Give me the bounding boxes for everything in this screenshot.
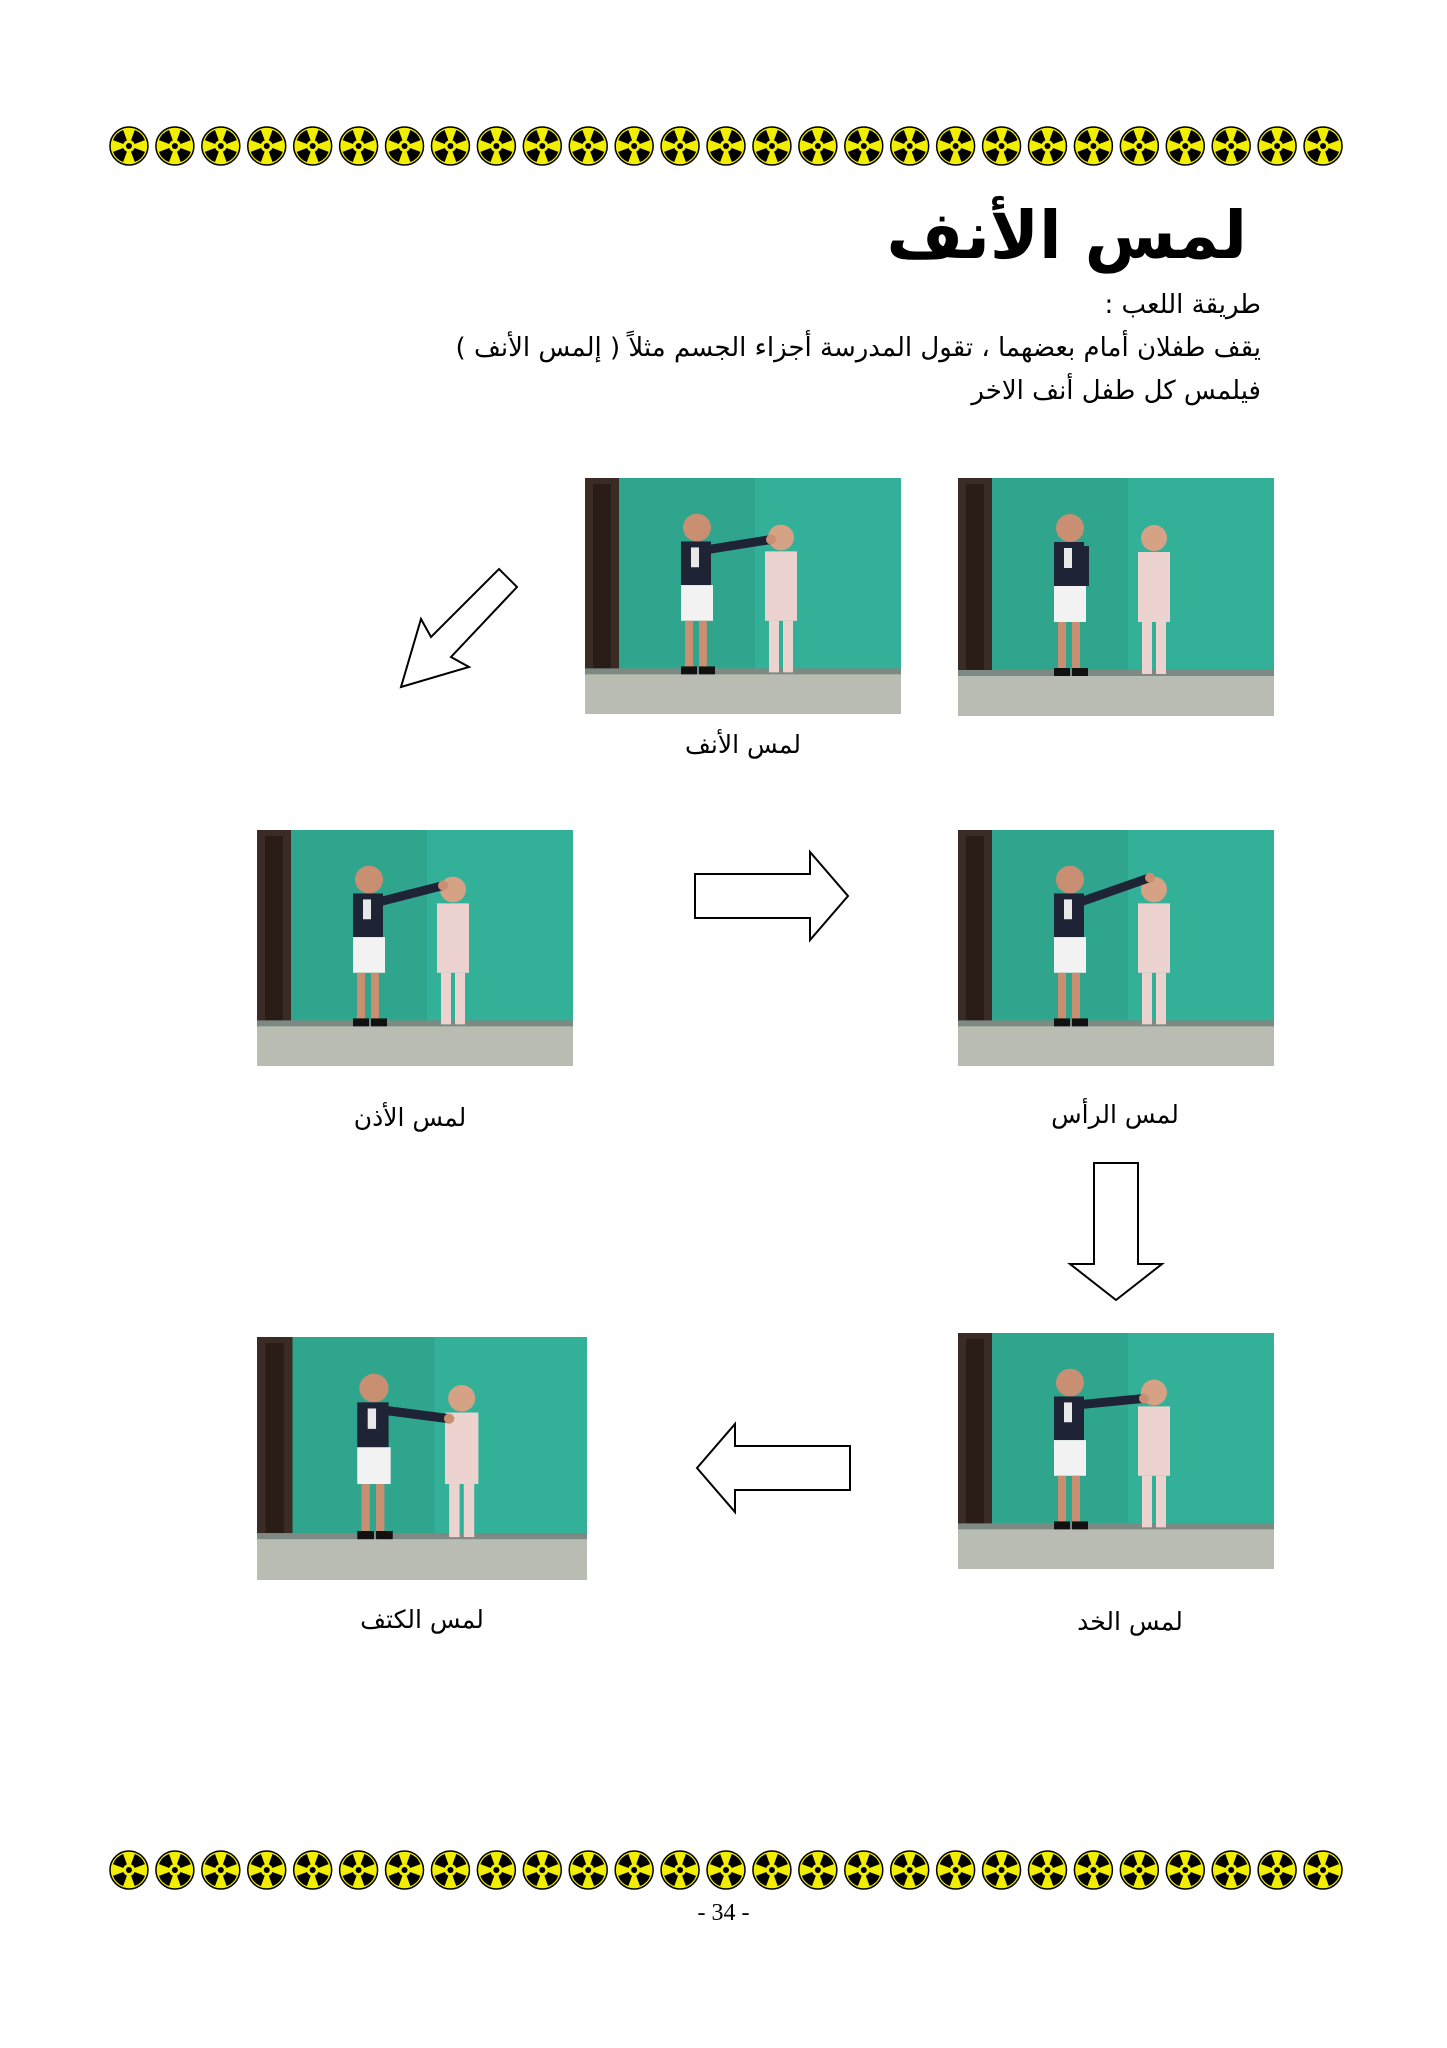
- boy-shoe: [376, 1531, 393, 1539]
- ornament-circle-icon: [983, 1851, 1021, 1889]
- boy-shorts: [1054, 1440, 1086, 1476]
- boy-leg: [685, 621, 693, 669]
- boy-leg: [357, 973, 365, 1021]
- girl-leg: [1142, 973, 1152, 1025]
- boy-leg: [1072, 1476, 1080, 1524]
- ornament-circle-icon: [707, 1851, 745, 1889]
- baseboard: [585, 668, 901, 674]
- boy-leg: [371, 973, 379, 1021]
- ornament-circle-icon: [707, 127, 745, 165]
- ornament-circle-icon: [1028, 127, 1066, 165]
- boy-leg: [376, 1484, 384, 1533]
- ornament-circle-icon: [937, 1851, 975, 1889]
- photo-touch-nose: [585, 478, 901, 714]
- ornament-circle-icon: [156, 127, 194, 165]
- boy-hand: [444, 1414, 454, 1424]
- caption-touch-cheek: لمس الخد: [1077, 1607, 1183, 1636]
- baseboard: [257, 1533, 587, 1539]
- boy-shoe: [699, 666, 715, 674]
- ornament-circle-icon: [799, 127, 837, 165]
- ornament-circle-icon: [477, 127, 515, 165]
- boy-shirt-collar: [1064, 899, 1072, 919]
- instruction-line-1: يقف طفلان أمام بعضهما ، تقول المدرسة أجزاء الجسم مثلاً ( إلمس الأنف ): [455, 333, 1261, 363]
- ornament-circle-icon: [845, 1851, 883, 1889]
- boy-shoe: [371, 1018, 387, 1026]
- boy-shirt-collar: [368, 1408, 376, 1428]
- baseboard: [257, 1020, 573, 1026]
- photo-touch-cheek: [958, 1333, 1274, 1569]
- boy-hand: [1139, 1393, 1149, 1403]
- ornament-circle-icon: [799, 1851, 837, 1889]
- boy-leg: [699, 621, 707, 669]
- girl-leg: [1156, 973, 1166, 1025]
- ornament-circle-icon: [386, 127, 424, 165]
- girl-dress: [437, 903, 469, 972]
- boy-shorts: [353, 937, 385, 973]
- boy-head: [1056, 514, 1084, 542]
- ornament-circle-icon: [110, 1851, 148, 1889]
- boy-shoe: [1072, 668, 1088, 676]
- boy-shoe: [353, 1018, 369, 1026]
- boy-hand: [1145, 873, 1155, 883]
- ornament-circle-icon: [845, 127, 883, 165]
- caption-touch-nose: لمس الأنف: [685, 730, 801, 759]
- boy-head: [683, 514, 711, 542]
- caption-touch-ear: لمس الأذن: [353, 1103, 467, 1132]
- top-ornament-border: [106, 124, 1346, 168]
- girl-leg: [441, 973, 451, 1025]
- ornament-circle-icon: [983, 127, 1021, 165]
- ornament-circle-icon: [156, 1851, 194, 1889]
- boy-shoe: [681, 666, 697, 674]
- boy-hand: [438, 881, 448, 891]
- ornament-circle-icon: [569, 127, 607, 165]
- ornament-circle-icon: [202, 127, 240, 165]
- girl-leg: [1156, 622, 1166, 674]
- ornament-circle-icon: [891, 1851, 929, 1889]
- ornament-circle-icon: [248, 127, 286, 165]
- ornament-circle-icon: [523, 1851, 561, 1889]
- boy-arm: [1082, 546, 1089, 586]
- ornament-circle-icon: [753, 127, 791, 165]
- boy-shoe: [1054, 668, 1070, 676]
- boy-leg: [1072, 973, 1080, 1021]
- ornament-circle-icon: [569, 1851, 607, 1889]
- boy-hand: [766, 535, 776, 545]
- boy-shirt-collar: [1064, 1402, 1072, 1422]
- girl-leg: [769, 621, 779, 673]
- caption-touch-head: لمس الرأس: [1051, 1100, 1179, 1129]
- ornament-circle-icon: [1074, 127, 1112, 165]
- boy-leg: [1058, 973, 1066, 1021]
- ornament-circle-icon: [1304, 1851, 1342, 1889]
- boy-arm: [1082, 1398, 1144, 1404]
- ornament-circle-icon: [891, 127, 929, 165]
- ornament-circle-icon: [477, 1851, 515, 1889]
- caption-touch-shoulder: لمس الكتف: [360, 1605, 484, 1634]
- boy-shoe: [357, 1531, 374, 1539]
- boy-shoe: [1054, 1521, 1070, 1529]
- boy-shirt-collar: [1064, 548, 1072, 568]
- photo-touch-ear: [257, 830, 573, 1066]
- boy-shirt-collar: [691, 547, 699, 567]
- ornament-circle-icon: [110, 127, 148, 165]
- door-panel: [966, 1339, 984, 1527]
- ornament-circle-icon: [615, 1851, 653, 1889]
- boy-head: [1056, 1369, 1084, 1397]
- floor: [585, 672, 901, 714]
- girl-leg: [1142, 1476, 1152, 1528]
- ornament-circle-icon: [1304, 127, 1342, 165]
- floor: [958, 1527, 1274, 1569]
- girl-dress: [1138, 1406, 1170, 1475]
- door-panel: [966, 484, 984, 674]
- girl-leg: [1156, 1476, 1166, 1528]
- ornament-circle-icon: [294, 127, 332, 165]
- baseboard: [958, 1523, 1274, 1529]
- ornament-circle-icon: [1120, 127, 1158, 165]
- bottom-ornament-border: [106, 1848, 1346, 1892]
- method-heading: طريقة اللعب :: [1104, 290, 1261, 320]
- boy-shoe: [1054, 1018, 1070, 1026]
- ornament-circle-icon: [294, 1851, 332, 1889]
- girl-leg: [464, 1484, 474, 1537]
- girl-leg: [783, 621, 793, 673]
- ornament-circle-icon: [340, 127, 378, 165]
- ornament-circle-icon: [248, 1851, 286, 1889]
- boy-leg: [1058, 1476, 1066, 1524]
- ornament-circle-icon: [937, 127, 975, 165]
- door-panel: [265, 1343, 284, 1537]
- ornament-circle-icon: [1258, 1851, 1296, 1889]
- door-panel: [966, 836, 984, 1024]
- ornament-circle-icon: [1212, 127, 1250, 165]
- girl-dress: [1138, 903, 1170, 972]
- boy-shorts: [1054, 937, 1086, 973]
- boy-shorts: [1054, 586, 1086, 622]
- door-panel: [265, 836, 283, 1024]
- girl-leg: [1142, 622, 1152, 674]
- boy-head: [359, 1374, 388, 1403]
- boy-shirt-collar: [363, 899, 371, 919]
- ornament-circle-icon: [431, 1851, 469, 1889]
- ornament-circle-icon: [202, 1851, 240, 1889]
- photo-touch-shoulder: [257, 1337, 587, 1580]
- girl-leg: [455, 973, 465, 1025]
- ornament-circle-icon: [615, 127, 653, 165]
- ornament-circle-icon: [340, 1851, 378, 1889]
- ornament-circle-icon: [431, 127, 469, 165]
- ornament-circle-icon: [753, 1851, 791, 1889]
- ornament-circle-icon: [1120, 1851, 1158, 1889]
- floor: [257, 1024, 573, 1066]
- girl-dress: [1138, 552, 1170, 622]
- boy-leg: [361, 1484, 369, 1533]
- baseboard: [958, 670, 1274, 676]
- instruction-line-2: فيلمس كل طفل أنف الاخر: [971, 376, 1261, 406]
- boy-leg: [1072, 622, 1080, 670]
- boy-head: [1056, 866, 1084, 894]
- boy-shoe: [1072, 1018, 1088, 1026]
- boy-shorts: [357, 1447, 390, 1484]
- ornament-circle-icon: [1028, 1851, 1066, 1889]
- page-title: لمس الأنف: [886, 197, 1247, 274]
- girl-dress: [765, 551, 797, 620]
- ornament-circle-icon: [1258, 127, 1296, 165]
- door-panel: [593, 484, 611, 672]
- ornament-circle-icon: [1166, 127, 1204, 165]
- floor: [958, 1024, 1274, 1066]
- ornament-circle-icon: [386, 1851, 424, 1889]
- boy-leg: [1058, 622, 1066, 670]
- arrow-down-icon: [1066, 1160, 1166, 1304]
- girl-leg: [449, 1484, 459, 1537]
- ornament-circle-icon: [523, 127, 561, 165]
- girl-head: [448, 1385, 475, 1412]
- arrow-down-left-icon: [395, 565, 527, 693]
- boy-head: [355, 866, 383, 894]
- floor: [958, 674, 1274, 716]
- arrow-left-icon: [693, 1420, 853, 1516]
- boy-shoe: [1072, 1521, 1088, 1529]
- girl-head: [1141, 525, 1167, 551]
- arrow-right-icon: [692, 848, 852, 944]
- ornament-circle-icon: [1074, 1851, 1112, 1889]
- ornament-circle-icon: [1212, 1851, 1250, 1889]
- baseboard: [958, 1020, 1274, 1026]
- floor: [257, 1537, 587, 1580]
- photo-touch-head: [958, 830, 1274, 1066]
- ornament-circle-icon: [661, 127, 699, 165]
- photo-start-position: [958, 478, 1274, 716]
- boy-shorts: [681, 585, 713, 621]
- ornament-circle-icon: [661, 1851, 699, 1889]
- ornament-circle-icon: [1166, 1851, 1204, 1889]
- page-number: - 34 -: [697, 1900, 750, 1926]
